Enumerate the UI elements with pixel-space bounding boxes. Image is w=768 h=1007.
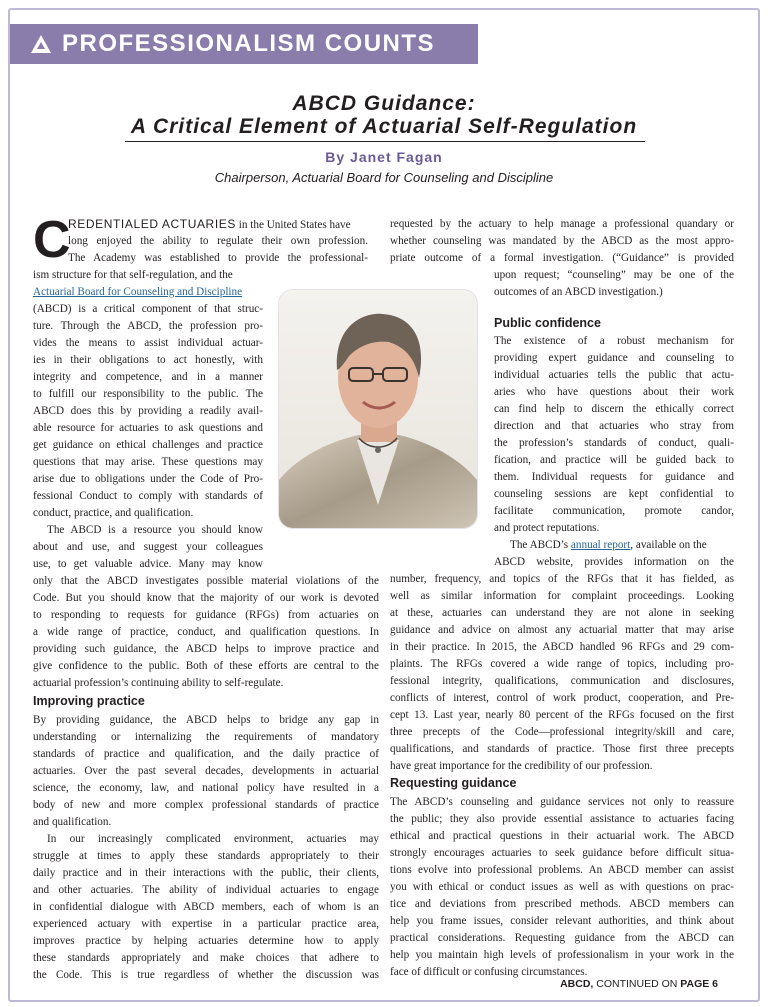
banner-text: PROFESSIONALISM COUNTS <box>62 30 436 57</box>
body-line: experienced actuary with expertise in a particular practice area, <box>33 918 379 930</box>
annual-report-line <box>510 537 707 554</box>
body-line: priate outcome of a formal investigation. (“Guidance” is provided <box>390 252 734 264</box>
body-line: fication, and practice will be guided back to <box>494 454 734 466</box>
body-line: struggle at times to apply these standards appropriately to their <box>33 850 379 862</box>
body-line: fessional Conduct to comply with standards of <box>33 490 263 502</box>
body-line: in their practice. In 2015, the ABCD handled 96 RFGs and 29 com- <box>390 641 734 653</box>
body-line: The Academy was established to provide the professional- <box>68 252 368 264</box>
body-line: help you frame issues, consider relevant authorities, and think about <box>390 915 734 927</box>
body-line: tions evolve into professional problems. An ABCD member can assist <box>390 864 734 876</box>
body-line: counseling sessions are kept confidential to <box>494 488 734 500</box>
article-title-line1: ABCD Guidance: <box>292 92 476 115</box>
body-line: aries who have questions about their work <box>494 386 734 398</box>
body-line: ethical and practical questions in their actuarial work. The ABCD <box>390 830 734 842</box>
body-line: whether counseling was mandated by the ABCD as the most appro- <box>390 235 734 247</box>
body-line: body of new and more complex professional standards of practice <box>33 799 379 811</box>
body-line: science, the economy, law, and national policy have resulted in a <box>33 782 379 794</box>
body-line: able resource for actuaries to ask questions and <box>33 422 263 434</box>
article-title-line2: A Critical Element of Actuarial Self-Regulation <box>130 115 638 138</box>
body-line: you with ethical or conduct issues as well as with questions on prac- <box>390 881 734 893</box>
body-line: The ABCD is a resource you should know <box>47 524 263 536</box>
body-line: the public; they also provide essential assistance to actuaries facing <box>390 813 734 825</box>
body-text: , available on the <box>630 539 707 551</box>
body-line: long enjoyed the ability to regulate their own profession. <box>68 235 368 247</box>
body-line: a wide range of practice, conduct, and qualification questions. In <box>33 626 379 638</box>
body-line: practical considerations. Requesting guidance from the ABCD can <box>390 932 734 944</box>
body-line: conduct, practice, and qualification. <box>33 507 194 519</box>
body-line: cept 13. Last year, nearly 80 percent of the RFGs focused on the first <box>390 709 734 721</box>
body-line: fessional integrity, qualifications, communication and disclosures, <box>390 675 734 687</box>
body-line: face of difficult or confusing circumstances. <box>390 966 588 978</box>
body-line: ture. Through the ABCD, the profession pro- <box>33 320 263 332</box>
body-line: actuarial profession’s continuing ability to self-regulate. <box>33 677 284 689</box>
body-line: at these, actuaries can understand they are not alone in seeking <box>390 607 734 619</box>
heading-public-confidence: Public confidence <box>494 316 601 330</box>
body-line: the profession’s standards of conduct, quali- <box>494 437 734 449</box>
body-line: standards of practice and qualification, and the daily practice of <box>33 748 379 760</box>
body-line: facilitate communication, promote candor, <box>494 505 734 517</box>
body-line: in confidential dialogue with ABCD members, each of whom is an <box>33 901 379 913</box>
body-line: qualifications, and standards of practice. Those first three precepts <box>390 743 734 755</box>
body-line: outcomes of an ABCD investigation.) <box>494 286 663 298</box>
author-photo <box>279 290 477 528</box>
annual-report-link[interactable]: annual report <box>570 539 631 551</box>
body-line: guidance and advice on almost any actuarial matter that may arise <box>390 624 734 636</box>
body-line: actuaries. Over the past several decades, developments in actuarial <box>33 765 379 777</box>
body-line: well as similar information for complaint proceedings. Looking <box>390 590 734 602</box>
body-line: have great importance for the credibility of our profession. <box>390 760 653 772</box>
body-line: The existence of a robust mechanism for <box>494 335 734 347</box>
body-line: The ABCD’s counseling and guidance services not only to reassure <box>390 796 734 808</box>
body-line: ies in their obligations to act honestly, with <box>33 354 263 366</box>
body-line: upon request; “counseling” may be one of the <box>494 269 734 281</box>
body-line: give confidence to the public. Both of these efforts are central to the <box>33 660 379 672</box>
body-line: to fulfill our responsibility to the public. The <box>33 388 263 400</box>
body-line: questions that may arise. These questions may <box>33 456 263 468</box>
body-line: and qualification. <box>33 816 112 828</box>
triangle-logo-icon <box>30 34 52 54</box>
body-line: strongly encourages actuaries to seek guidance before difficult situa- <box>390 847 734 859</box>
body-line: to responding to requests for guidance (RFGs) from actuaries on <box>33 609 379 621</box>
body-line: them. Individual requests for guidance and <box>494 471 734 483</box>
body-line: improves practice by helping actuaries determine how to apply <box>33 935 379 947</box>
body-line: use, to get valuable advice. Many may know <box>33 558 263 570</box>
body-line: ABCD website, provides information on the <box>494 556 734 568</box>
body-line: vides the means to assist individual actuar- <box>33 337 263 349</box>
body-line: ism structure for that self-regulation, and the <box>33 269 233 281</box>
body-line: only that the ABCD investigates possible material violations of the <box>33 575 379 587</box>
body-line: By providing guidance, the ABCD helps to bridge any gap in <box>33 714 379 726</box>
continuation-footer: ABCD, CONTINUED ON PAGE 6 <box>560 978 718 990</box>
body-line: three precepts of the Code—professional integrity/skill and care, <box>390 726 734 738</box>
body-line: In our increasingly complicated environment, actuaries may <box>47 833 379 845</box>
body-line: individual actuaries tells the public that actu- <box>494 369 734 381</box>
section-banner <box>10 24 478 64</box>
author-role: Chairperson, Actuarial Board for Counseling and Discipline <box>214 170 554 185</box>
body-line: these standards appropriately and make choices that adhere to <box>33 952 379 964</box>
body-line: (ABCD) is a critical component of that struc- <box>33 303 263 315</box>
heading-improving-practice: Improving practice <box>33 694 145 708</box>
body-line: can find help to discern the ethically correct <box>494 403 734 415</box>
body-line: daily practice and in their interactions with the public, their clients, <box>33 867 379 879</box>
body-line: and other actuaries. The ability of individual actuaries to engage <box>33 884 379 896</box>
body-line: about and use, and suggest your colleagues <box>33 541 263 553</box>
body-text: The ABCD’s <box>510 539 571 551</box>
abcd-link[interactable]: Actuarial Board for Counseling and Discipline <box>33 286 243 298</box>
body-line: tice and deviations from prescribed methods. ABCD members can <box>390 898 734 910</box>
body-line: and protect reputations. <box>494 522 600 534</box>
body-line: integrity and competence, and in a manner <box>33 371 263 383</box>
heading-requesting-guidance: Requesting guidance <box>390 776 517 790</box>
body-line: the Code. This is true regardless of whether the discussion was <box>33 969 379 981</box>
body-line: arise due to obligations under the Code of Pro- <box>33 473 263 485</box>
body-line: help you maintain high levels of professionalism in your work in the <box>390 949 734 961</box>
body-line: requested by the actuary to help manage a professional quandary or <box>390 218 734 230</box>
body-line: direction and that actuaries who stray from <box>494 420 734 432</box>
lead-in: REDENTIALED ACTUARIES <box>68 217 236 231</box>
body-line: get guidance on ethical challenges and practice <box>33 439 263 451</box>
drop-cap: C <box>33 211 71 269</box>
body-line: understanding or internalizing the requirements of mandatory <box>33 731 379 743</box>
body-line: conflicts of interest, control of work product, cooperation, and Pre- <box>390 692 734 704</box>
body-line: providing expert guidance and counseling to <box>494 352 734 364</box>
body-line: Code. But you should know that the majority of our work is devoted <box>33 592 379 604</box>
body-line: ABCD does this by providing a readily avail- <box>33 405 263 417</box>
body-line: providing such guidance, the ABCD helps to improve practice and <box>33 643 379 655</box>
title-rule <box>125 141 645 142</box>
body-text: in the United States have <box>235 219 351 231</box>
lead-line <box>68 216 351 234</box>
body-line: plaints. The RFGs covered a wide range of topics, including pro- <box>390 658 734 670</box>
body-line: number, frequency, and topics of the RFGs that it has fielded, as <box>390 573 734 585</box>
byline: By Janet Fagan <box>325 149 443 165</box>
